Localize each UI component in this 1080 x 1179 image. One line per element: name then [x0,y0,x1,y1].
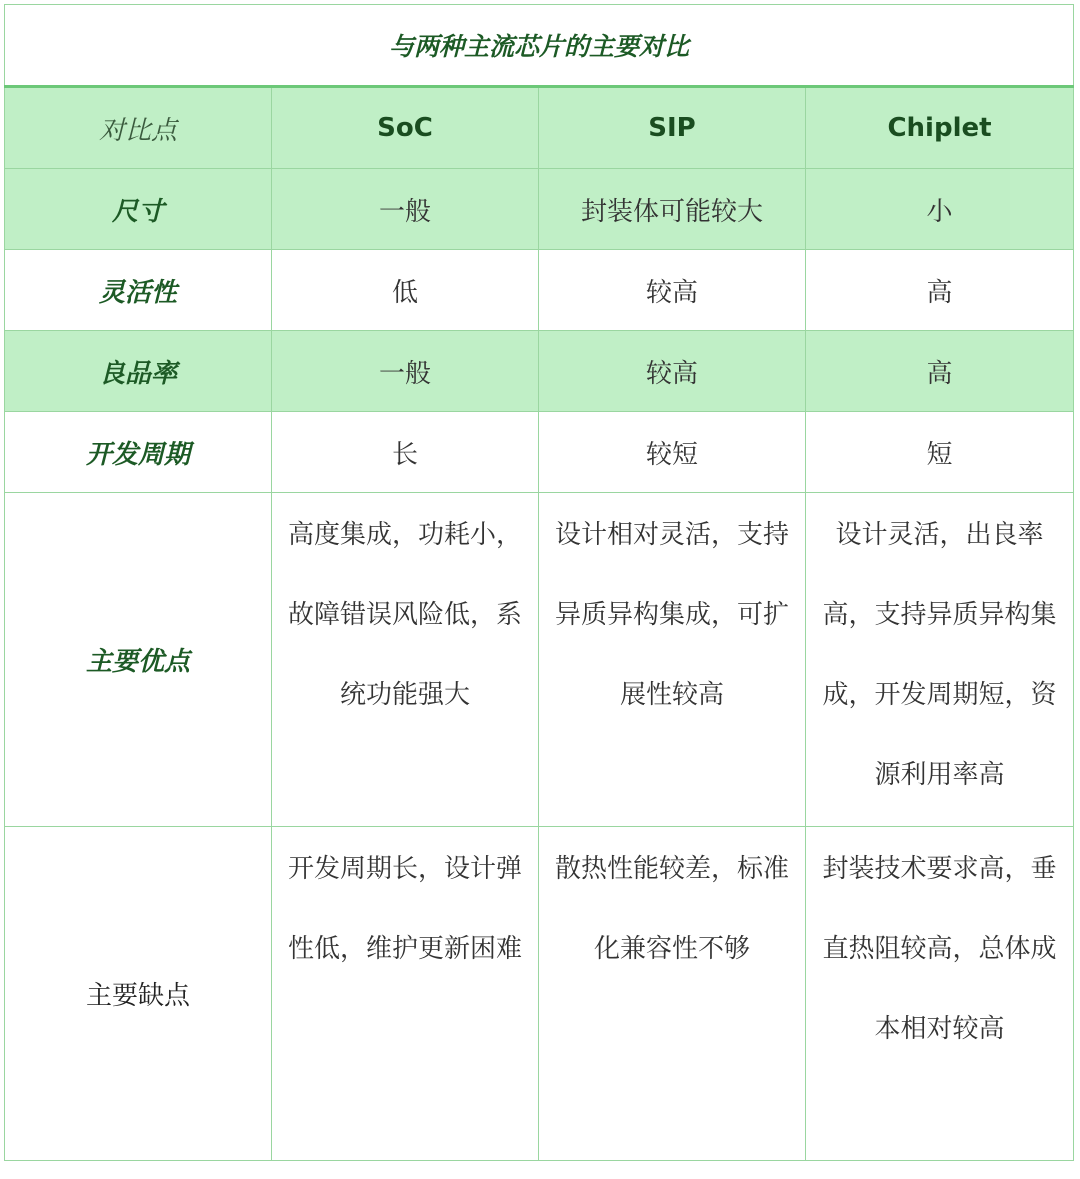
cell-disadvantages-soc-text: 开发周期长，设计弹性低，维护更新困难 [287,854,522,964]
comparison-table [4,4,1074,1161]
row-label-size: 尺寸 [5,169,272,250]
table-row-flexibility [5,250,1074,331]
table-row-yield [5,331,1074,412]
cell-yield-chiplet: 高 [806,331,1074,412]
cell-advantages-chiplet-text: 设计灵活，出良率高，支持异质异构集成，开发周期短，资源利用率高 [822,520,1057,790]
row-label-advantages: 主要优点 [5,493,272,827]
cell-dev-cycle-chiplet: 短 [806,412,1074,493]
cell-flexibility-soc: 低 [272,250,539,331]
cell-size-sip: 封装体可能较大 [539,169,806,250]
cell-flexibility-sip: 较高 [539,250,806,331]
row-label-dev-cycle: 开发周期 [5,412,272,493]
row-label-disadvantages: 主要缺点 [5,827,272,1161]
header-chiplet: Chiplet [806,87,1074,169]
table-row-advantages [5,493,1074,827]
table-title-row [5,5,1074,87]
cell-advantages-sip-text: 设计相对灵活，支持异质异构集成，可扩展性较高 [554,520,789,710]
cell-disadvantages-sip [539,827,806,1161]
cell-size-chiplet: 小 [806,169,1074,250]
row-label-flexibility: 灵活性 [5,250,272,331]
header-sip: SIP [539,87,806,169]
cell-advantages-sip [539,493,806,827]
cell-disadvantages-chiplet [806,827,1074,1161]
header-soc: SoC [272,87,539,169]
cell-yield-soc: 一般 [272,331,539,412]
cell-disadvantages-chiplet-text: 封装技术要求高，垂直热阻较高，总体成本相对较高 [822,854,1057,1044]
header-corner: 对比点 [5,87,272,169]
cell-advantages-chiplet [806,493,1074,827]
table-row-size [5,169,1074,250]
row-label-yield: 良品率 [5,331,272,412]
table-row-dev-cycle [5,412,1074,493]
comparison-table-wrapper [4,4,1073,1161]
cell-disadvantages-sip-text: 散热性能较差，标准化兼容性不够 [554,854,789,964]
cell-advantages-soc [272,493,539,827]
cell-yield-sip: 较高 [539,331,806,412]
cell-dev-cycle-soc: 长 [272,412,539,493]
table-header-row [5,87,1074,169]
cell-flexibility-chiplet: 高 [806,250,1074,331]
cell-dev-cycle-sip: 较短 [539,412,806,493]
table-title: 与两种主流芯片的主要对比 [5,5,1074,87]
table-row-disadvantages [5,827,1074,1161]
cell-advantages-soc-text: 高度集成，功耗小，故障错误风险低，系统功能强大 [287,520,522,710]
cell-disadvantages-soc [272,827,539,1161]
cell-size-soc: 一般 [272,169,539,250]
